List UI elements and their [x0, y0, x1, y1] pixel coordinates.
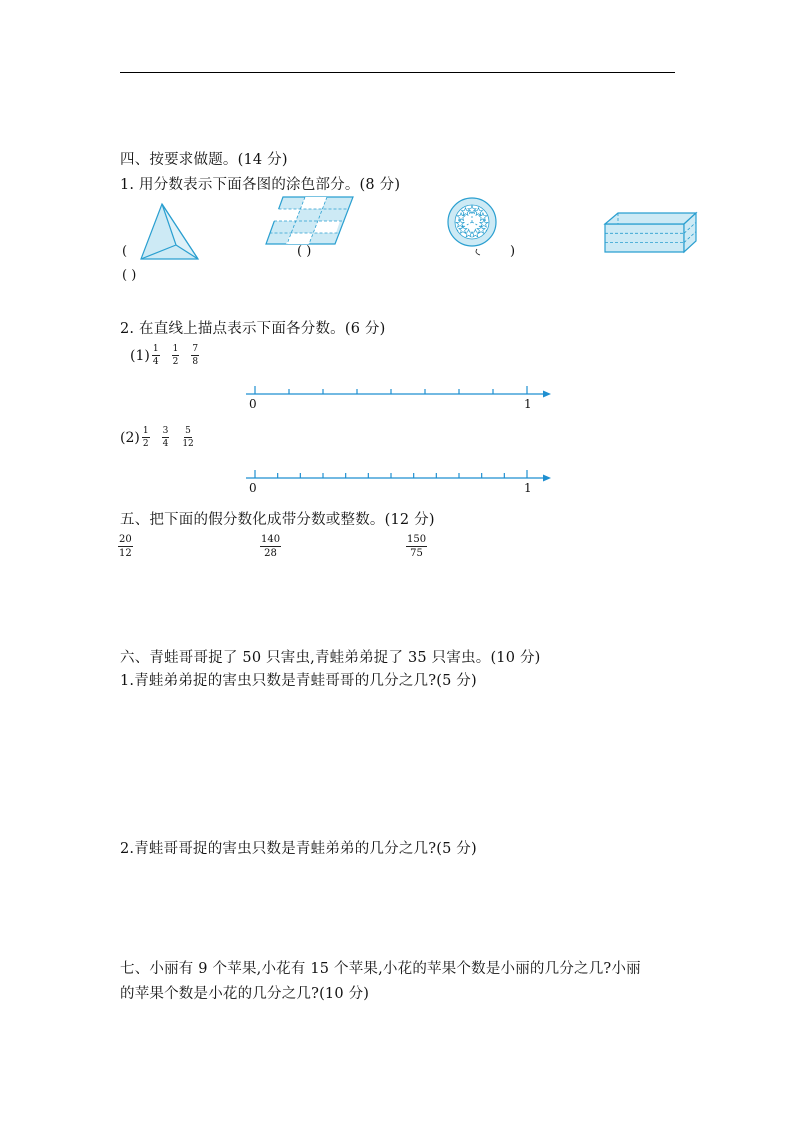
section6-title: 六、青蛙哥哥捉了 50 只害虫,青蛙弟弟捉了 35 只害虫。(10 分): [120, 650, 541, 666]
line1-fractions: [130, 345, 199, 367]
arrow-icon: [543, 475, 551, 482]
section7-line1: 七、小丽有 9 个苹果,小花有 15 个苹果,小花的苹果个数是小丽的几分之几?小丽: [120, 961, 641, 977]
fraction: $\frac{7}{8}$: [192, 344, 199, 367]
stars-circle-figure: [447, 197, 497, 255]
fraction: $\frac{3}{4}$: [162, 426, 169, 449]
line2-fractions: [120, 427, 195, 449]
header-rule: [120, 72, 675, 73]
section4-q1: 1. 用分数表示下面各图的涂色部分。(8 分): [120, 177, 401, 193]
cuboid-figure: [604, 212, 698, 254]
number-line-1[interactable]: [245, 384, 555, 400]
section4-q2: 2. 在直线上描点表示下面各分数。(6 分): [120, 321, 386, 337]
figure1-answer-blank[interactable]: ( ): [122, 268, 137, 283]
line1-start-label: 0: [249, 397, 257, 411]
section6-q2: 2.青蛙哥哥捉的害虫只数是青蛙弟弟的几分之几?(5 分): [120, 841, 477, 857]
figure3-paren-close: ): [510, 244, 516, 259]
fraction: $\frac{1}{4}$: [152, 344, 159, 367]
figure2-answer-blank[interactable]: ( ): [297, 244, 312, 259]
section5-title: 五、把下面的假分数化成带分数或整数。(12 分): [120, 512, 435, 528]
parallelogram-figure: [265, 196, 355, 246]
fraction: $\frac{1}{2}$: [172, 344, 179, 367]
improper-fraction-1: $\frac{20}{12}$: [119, 534, 132, 559]
fraction: $\frac{5}{12}$: [182, 426, 194, 449]
section4-title: 四、按要求做题。(14 分): [120, 152, 288, 168]
line2-label: (2): [120, 430, 140, 446]
figure1-paren-open: (: [122, 244, 128, 259]
line2-start-label: 0: [249, 481, 257, 495]
arrow-icon: [543, 391, 551, 398]
section6-q1: 1.青蛙弟弟捉的害虫只数是青蛙哥哥的几分之几?(5 分): [120, 673, 477, 689]
number-line-2[interactable]: [245, 468, 555, 484]
fraction: $\frac{1}{2}$: [142, 426, 149, 449]
pyramid-figure: [140, 203, 202, 263]
line1-end-label: 1: [524, 397, 532, 411]
line1-label: (1): [130, 348, 150, 364]
improper-fraction-2: $\frac{140}{28}$: [261, 534, 281, 559]
line2-end-label: 1: [524, 481, 532, 495]
section7-line2: 的苹果个数是小花的几分之几?(10 分): [120, 986, 370, 1002]
improper-fraction-3: $\frac{150}{75}$: [407, 534, 427, 559]
